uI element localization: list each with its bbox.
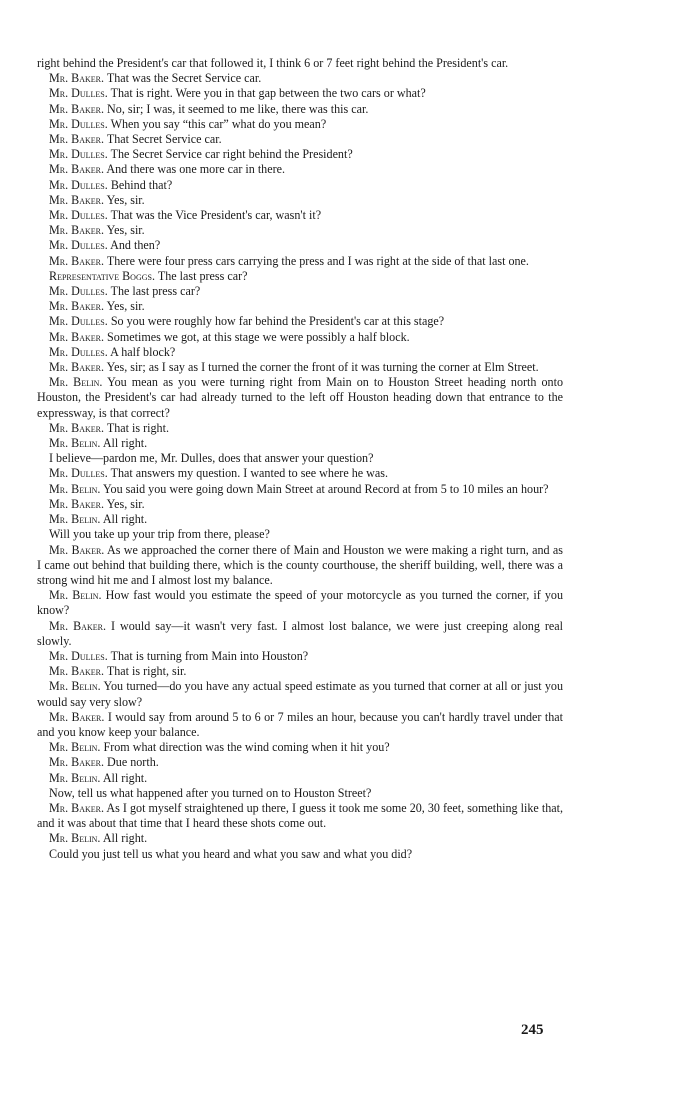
speech-text: There were four press cars carrying the press and I was right at the side of that last one. [106,253,529,268]
transcript-paragraph [37,299,563,314]
transcript-paragraph [37,238,563,253]
transcript-paragraph [37,588,563,618]
transcript-paragraph [37,801,563,831]
transcript-body [37,56,563,862]
transcript-paragraph [37,649,563,664]
speaker-name: Mr. Dulles. [49,314,108,329]
page-number: 245 [521,1022,544,1038]
transcript-paragraph [37,254,563,269]
transcript-paragraph [37,314,563,329]
speech-text: Will you take up your trip from there, please? [49,527,270,542]
speaker-name: Mr. Belin. [49,740,101,755]
speech-text: right behind the President's car that followed it, I think 6 or 7 feet right behind the President's car. [37,56,509,70]
speaker-name: Mr. Belin. [49,481,101,496]
transcript-page [37,56,563,862]
transcript-paragraph [37,102,563,117]
speech-text: You said you were going down Main Street at around Record at from 5 to 10 miles an hour? [103,481,549,496]
speaker-name: Mr. Baker. [49,496,105,511]
speaker-name: Mr. Baker. [49,253,105,268]
transcript-paragraph [37,223,563,238]
speaker-name: Mr. Baker. [49,618,106,633]
transcript-paragraph [37,71,563,86]
speaker-name: Mr. Dulles. [49,86,108,101]
speaker-name: Mr. Dulles. [49,116,108,131]
transcript-paragraph [37,740,563,755]
transcript-paragraph [37,147,563,162]
speaker-name: Mr. Dulles. [49,177,108,192]
transcript-paragraph [37,831,563,846]
speaker-name: Mr. Baker. [49,192,105,207]
transcript-paragraph [37,284,563,299]
speaker-name: Mr. Belin. [49,679,101,694]
speaker-name: Mr. Baker. [49,420,105,435]
transcript-paragraph [37,345,563,360]
speaker-name: Representative Boggs. [49,268,155,283]
speaker-name: Mr. Baker. [49,800,105,815]
speaker-name: Mr. Dulles. [49,238,108,253]
speech-text: That answers my question. I wanted to see where he was. [110,466,388,481]
speech-text: So you were roughly how far behind the President's car at this stage? [110,314,445,329]
transcript-paragraph [37,330,563,345]
transcript-paragraph [37,117,563,132]
transcript-paragraph [37,421,563,436]
speaker-name: Mr. Baker. [49,71,105,86]
speech-text: That is turning from Main into Houston? [110,648,309,663]
speech-text: Yes, sir. [106,223,145,238]
transcript-paragraph [37,193,563,208]
transcript-paragraph [37,86,563,101]
speech-text: How fast would you estimate the speed of your motorcycle as you turned the corner, if you know? [37,588,563,618]
transcript-paragraph [37,771,563,786]
speaker-name: Mr. Baker. [49,132,105,147]
speaker-name: Mr. Belin. [49,512,101,527]
speaker-name: Mr. Baker. [49,755,105,770]
transcript-paragraph [37,512,563,527]
speaker-name: Mr. Dulles. [49,648,108,663]
transcript-paragraph [37,664,563,679]
speech-text: Yes, sir. [106,496,145,511]
speech-text: No, sir; I was, it seemed to me like, there was this car. [107,101,369,116]
speaker-name: Mr. Baker. [49,664,105,679]
speech-text: All right. [102,831,148,846]
speech-text: All right. [102,436,148,451]
transcript-paragraph [37,543,563,589]
speech-text: Yes, sir. [106,192,145,207]
speech-text: Now, tell us what happened after you turned on to Houston Street? [49,785,372,800]
transcript-paragraph [37,178,563,193]
speech-text: You mean as you were turning right from Main on to Houston Street heading north onto Houston, the President's car had already turned to the left off Houston heading down that entrance to the expressway, is that correct? [37,375,563,420]
transcript-paragraph [37,451,563,466]
speech-text: All right. [102,770,148,785]
speech-text: As I got myself straightened up there, I guess it took me some 20, 30 feet, something like that, and it was about that time that I heard these shots come out. [37,800,563,831]
speaker-name: Mr. Baker. [49,542,105,557]
speech-text: That was the Vice President's car, wasn't it? [110,208,322,223]
transcript-paragraph [37,786,563,801]
speech-text: Sometimes we got, at this stage we were possibly a half block. [107,329,410,344]
transcript-paragraph [37,162,563,177]
transcript-paragraph [37,497,563,512]
speech-text: The last press car? [110,284,201,299]
speech-text: A half block? [110,344,176,359]
speech-text: You turned—do you have any actual speed estimate as you turned that corner at all or just you would say very slow? [37,679,563,709]
speaker-name: Mr. Belin. [49,588,102,603]
speech-text: I believe—pardon me, Mr. Dulles, does that answer your question? [49,451,374,466]
speech-text: Could you just tell us what you heard and what you saw and what you did? [49,846,413,861]
transcript-paragraph [37,755,563,770]
speech-text: Behind that? [110,177,173,192]
transcript-paragraph [37,710,563,740]
speech-text: The last press car? [157,268,248,283]
speaker-name: Mr. Baker. [49,329,105,344]
transcript-paragraph [37,482,563,497]
speech-text: That was the Secret Service car. [106,71,262,86]
transcript-paragraph [37,619,563,649]
speech-text: I would say—it wasn't very fast. I almost lost balance, we were just creeping along real slowly. [37,618,563,648]
speech-text: As we approached the corner there of Main and Houston we were making a right turn, and as I came out behind that building there, which is the county courthouse, the sheriff building, well, there was a strong wind hit me and I almost lost my balance. [37,542,563,587]
speech-text: The Secret Service car right behind the President? [110,147,353,162]
speaker-name: Mr. Baker. [49,709,105,724]
speaker-name: Mr. Baker. [49,101,105,116]
transcript-paragraph [37,132,563,147]
speech-text: That Secret Service car. [106,132,222,147]
speech-text: All right. [102,512,148,527]
speech-text: Yes, sir; as I say as I turned the corner the front of it was turning the corner at Elm Street. [106,360,539,375]
speech-text: That is right. [106,420,169,435]
speech-text: And then? [110,238,161,253]
speaker-name: Mr. Dulles. [49,284,108,299]
speech-text: Yes, sir. [106,299,145,314]
transcript-paragraph [37,527,563,542]
speech-text: And there was one more car in there. [106,162,286,177]
transcript-paragraph [37,360,563,375]
speaker-name: Mr. Belin. [49,770,101,785]
speech-text: From what direction was the wind coming when it hit you? [103,740,390,755]
speaker-name: Mr. Dulles. [49,344,108,359]
speech-text: I would say from around 5 to 6 or 7 miles an hour, because you can't hardly travel under that and you know keep your balance. [37,709,563,739]
speaker-name: Mr. Baker. [49,162,105,177]
speaker-name: Mr. Baker. [49,360,105,375]
speech-text: That is right. Were you in that gap between the two cars or what? [110,86,426,101]
speech-text: When you say “this car” what do you mean? [110,116,327,131]
speaker-name: Mr. Belin. [49,831,101,846]
transcript-paragraph [37,436,563,451]
speech-text: That is right, sir. [106,664,187,679]
transcript-paragraph [37,847,563,862]
transcript-paragraph [37,56,563,71]
transcript-paragraph [37,208,563,223]
speech-text: Due north. [107,755,159,770]
transcript-paragraph [37,375,563,421]
speaker-name: Mr. Dulles. [49,208,108,223]
speaker-name: Mr. Dulles. [49,466,108,481]
transcript-paragraph [37,679,563,709]
transcript-paragraph [37,269,563,284]
speaker-name: Mr. Baker. [49,223,105,238]
speaker-name: Mr. Baker. [49,299,105,314]
speaker-name: Mr. Dulles. [49,147,108,162]
speaker-name: Mr. Belin. [49,436,101,451]
speaker-name: Mr. Belin. [49,375,103,390]
transcript-paragraph [37,466,563,481]
